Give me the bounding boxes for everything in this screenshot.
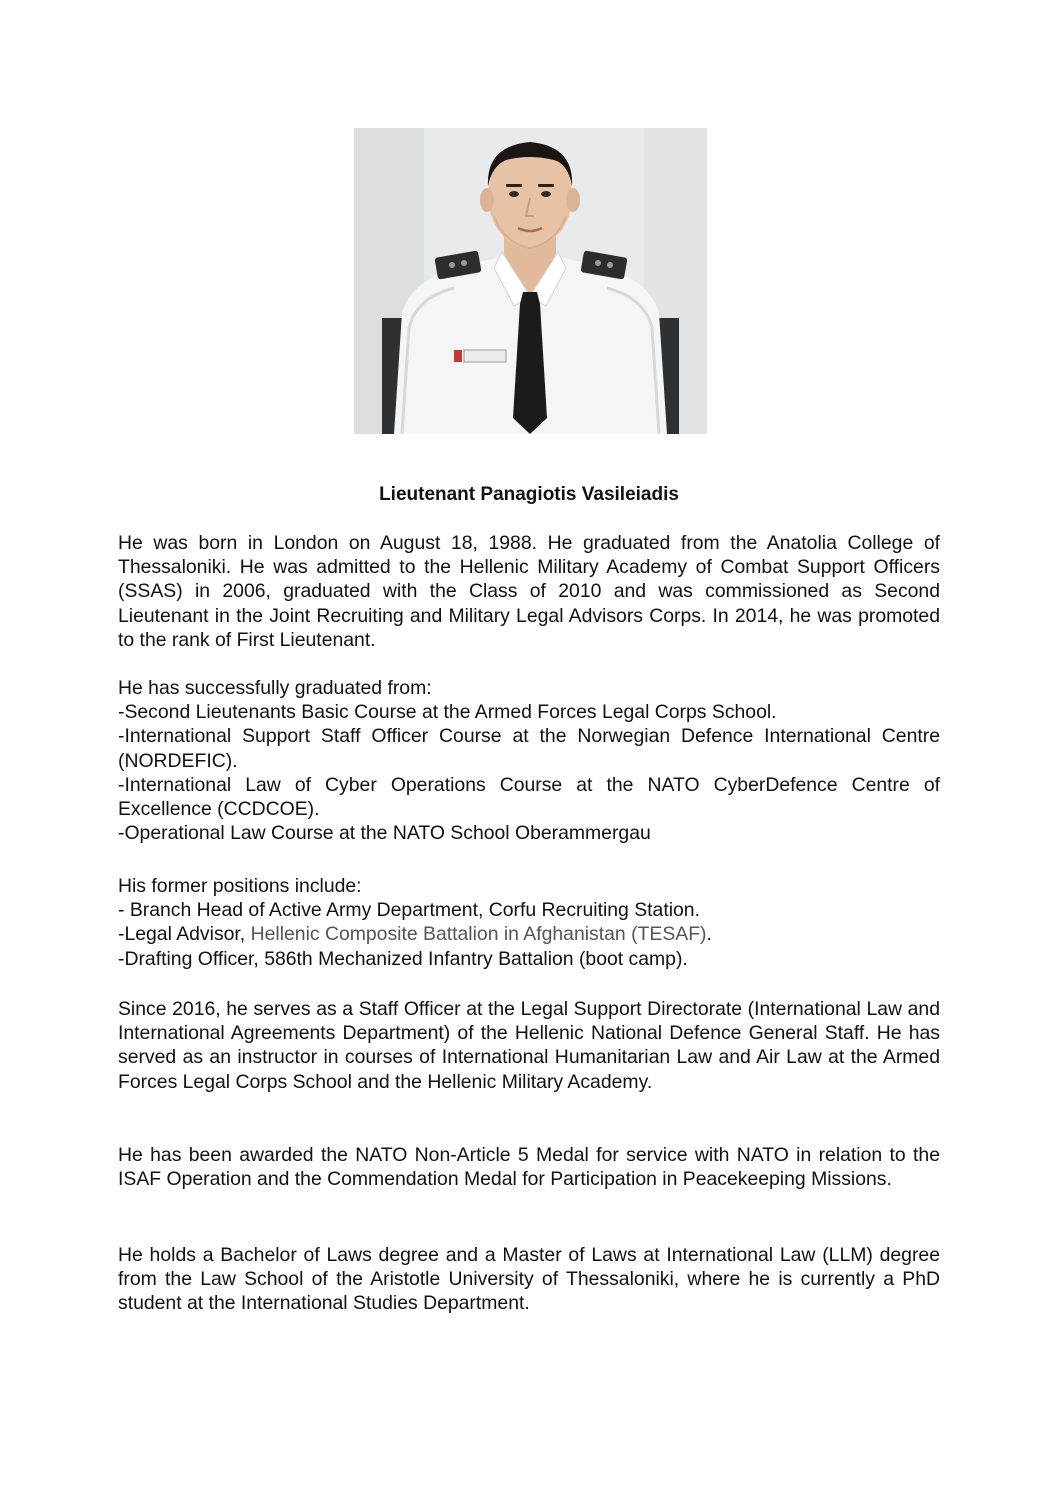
person-name: Lieutenant Panagiotis Vasileiadis xyxy=(379,484,679,505)
education-heading: He has successfully graduated from: xyxy=(118,677,432,699)
degrees-paragraph: He holds a Bachelor of Laws degree and a Master of Laws at International Law (LLM) degree from the Law School of the Aristotle University of Thessaloniki, where he is currently a PhD student at the International Studies Department. xyxy=(118,1244,940,1315)
education-item: -Operational Law Course at the NATO School Oberammergau xyxy=(118,822,651,845)
education-section xyxy=(118,676,940,845)
education-item: -International Support Staff Officer Course at the Norwegian Defence International Centre (NORDEFIC). xyxy=(118,725,940,772)
bio-paragraph: He was born in London on August 18, 1988. He graduated from the Anatolia College of Thessaloniki. He was admitted to the Hellenic Military Academy of Combat Support Officers (SSAS) in 2006, graduated with the Class of 2010 and was commissioned as Second Lieutenant in the Joint Recruiting and Military Legal Advisors Corps. In 2014, he was promoted to the rank of First Lieutenant. xyxy=(118,532,940,651)
position-highlight: Hellenic Composite Battalion in Afghanistan (TESAF) xyxy=(250,923,707,946)
position-item: - Branch Head of Active Army Department, Corfu Recruiting Station. xyxy=(118,899,700,922)
portrait-photo xyxy=(354,128,707,434)
position-prefix: -Legal Advisor, xyxy=(118,923,251,946)
education-item: -Second Lieutenants Basic Course at the Armed Forces Legal Corps School. xyxy=(118,701,777,724)
awards-paragraph: He has been awarded the NATO Non-Article 5 Medal for service with NATO in relation to the ISAF Operation and the Commendation Medal for Participation in Peacekeeping Missions. xyxy=(118,1144,940,1191)
position-item xyxy=(118,922,940,946)
portrait-illustration xyxy=(354,128,707,434)
current-role-paragraph: Since 2016, he serves as a Staff Officer at the Legal Support Directorate (International Law and International Agreements Department) of the Hellenic National Defence General Staff. He has served as an instructor in courses of International Humanitarian Law and Air Law at the Armed Forces Legal Corps School and the Hellenic Military Academy. xyxy=(118,998,940,1093)
position-item: -Drafting Officer, 586th Mechanized Infantry Battalion (boot camp). xyxy=(118,947,688,970)
position-suffix: . xyxy=(706,923,712,946)
positions-section xyxy=(118,874,940,971)
education-item: -International Law of Cyber Operations Course at the NATO CyberDefence Centre of Excellence (CCDCOE). xyxy=(118,773,940,821)
positions-heading: His former positions include: xyxy=(118,875,362,897)
